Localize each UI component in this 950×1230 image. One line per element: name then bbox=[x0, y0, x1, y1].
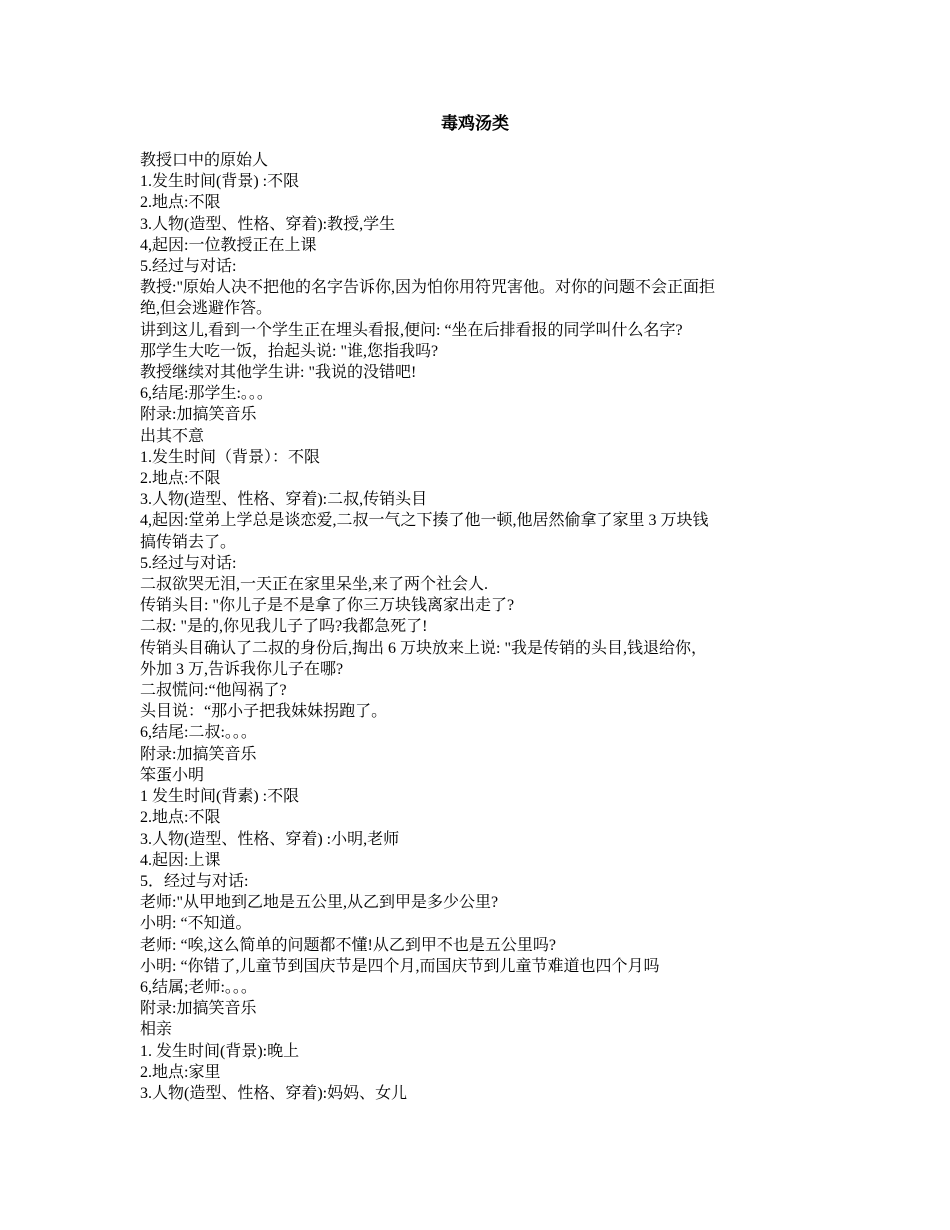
text-line: 出其不意 bbox=[140, 427, 205, 445]
text-line: 2.地点:不限 bbox=[140, 194, 221, 212]
text-line: 5．经过与对话: bbox=[140, 872, 249, 890]
text-line: 2.地点:家里 bbox=[140, 1063, 221, 1081]
text-line: 二叔慌问:“他闯祸了? bbox=[140, 682, 287, 700]
text-line: 笨蛋小明 bbox=[140, 766, 205, 784]
text-line: 1.发生时间(背景) :不限 bbox=[140, 173, 300, 191]
text-line: 相亲 bbox=[140, 1021, 173, 1039]
text-line: 1. 发生时间(背景):晚上 bbox=[140, 1042, 300, 1060]
text-line: 头目说：“那小子把我妹妹拐跑了。 bbox=[140, 703, 388, 721]
document-body bbox=[140, 150, 812, 1104]
text-line: 附录:加搞笑音乐 bbox=[140, 406, 257, 424]
text-line: 老师:"从甲地到乙地是五公里,从乙到甲是多少公里? bbox=[140, 894, 499, 912]
text-line: 讲到这儿,看到一个学生正在埋头看报,便问: “坐在后排看报的同学叫什么名字? bbox=[140, 321, 683, 339]
document-title: 毒鸡汤类 bbox=[441, 114, 509, 133]
text-line: 6,结属;老师:。。。 bbox=[140, 978, 257, 996]
text-line: 3.人物(造型、性格、穿着):二叔,传销头目 bbox=[140, 491, 428, 509]
text-line: 3.人物(造型、性格、穿着):教授,学生 bbox=[140, 215, 396, 233]
text-line: 二叔: "是的,你见我儿子了吗?我都急死了! bbox=[140, 618, 428, 636]
text-line: 附录:加搞笑音乐 bbox=[140, 1000, 257, 1018]
text-line: 外加 3 万,告诉我你儿子在哪? bbox=[140, 660, 344, 678]
text-line: 6,结尾:那学生:。。。 bbox=[140, 385, 273, 403]
text-line: 4,起因:堂弟上学总是谈恋爱,二叔一气之下揍了他一顿,他居然偷拿了家里 3 万块钱 bbox=[140, 512, 709, 530]
text-line: 绝,但会逃避作答。 bbox=[140, 300, 273, 318]
text-line: 小明: “不知道。 bbox=[140, 915, 252, 933]
text-line: 2.地点:不限 bbox=[140, 809, 221, 827]
text-line: 5.经过与对话: bbox=[140, 554, 237, 572]
text-line: 4.起因:上课 bbox=[140, 851, 221, 869]
text-line: 3.人物(造型、性格、穿着) :小明,老师 bbox=[140, 830, 400, 848]
text-line: 2.地点:不限 bbox=[140, 470, 221, 488]
text-line: 二叔欲哭无泪,一天正在家里呆坐,来了两个社会人. bbox=[140, 576, 489, 594]
text-line: 1 发生时间(背素) :不限 bbox=[140, 788, 300, 806]
text-line: 4,起因:一位教授正在上课 bbox=[140, 236, 317, 254]
text-line: 1.发生时间（背景）：不限 bbox=[140, 448, 321, 466]
text-line: 附录:加搞笑音乐 bbox=[140, 745, 257, 763]
text-line: 5.经过与对话: bbox=[140, 258, 237, 276]
text-line: 老师: “唉,这么简单的问题都不懂!从乙到甲不也是五公里吗? bbox=[140, 936, 556, 954]
text-line: 小明: “你错了,儿童节到国庆节是四个月,而国庆节到儿童节难道也四个月吗 bbox=[140, 957, 660, 975]
text-line: 教授口中的原始人 bbox=[140, 152, 269, 169]
text-line: 教授:"原始人决不把他的名字告诉你,因为怕你用符咒害他。对你的问题不会正面拒 bbox=[140, 279, 715, 297]
text-line: 那学生大吃一饭，抬起头说: "谁,您指我吗? bbox=[140, 342, 439, 360]
text-line: 3.人物(造型、性格、穿着):妈妈、女儿 bbox=[140, 1084, 408, 1102]
text-line: 传销头目确认了二叔的身份后,掏出 6 万块放来上说: "我是传销的头目,钱退给你， bbox=[140, 639, 707, 657]
text-line: 6,结尾:二叔:。。。 bbox=[140, 724, 257, 742]
text-line: 搞传销去了。 bbox=[140, 533, 237, 551]
text-line: 教授继续对其他学生讲: "我说的没错吧! bbox=[140, 364, 417, 382]
text-line: 传销头目: "你儿子是不是拿了你三万块钱离家出走了? bbox=[140, 597, 515, 615]
